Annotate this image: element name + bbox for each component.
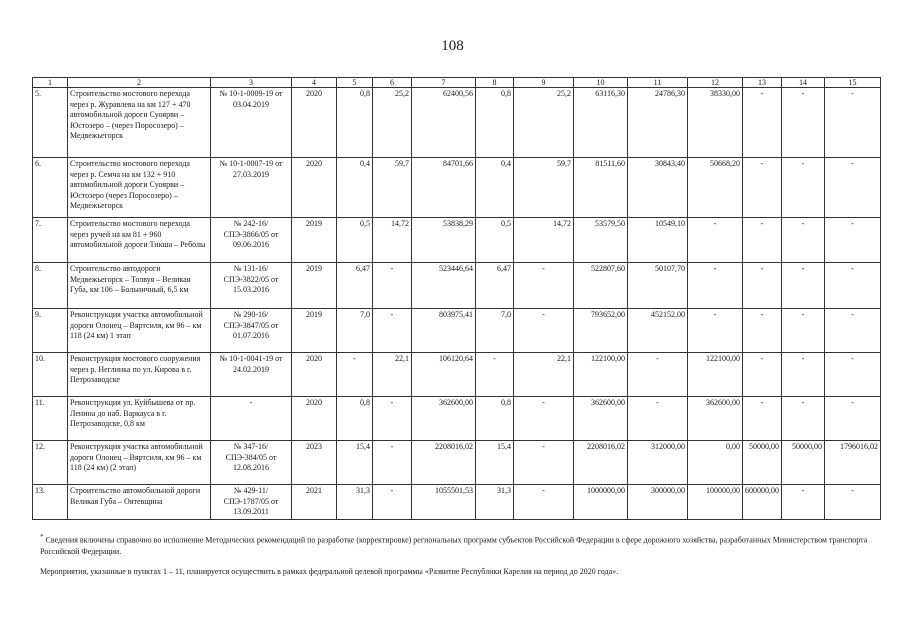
header-cell: 15 [825,78,881,88]
header-cell: 9 [514,78,574,88]
value-cell: - [825,309,881,353]
project-name: Реконструкция участка автомобильной дороги Олонец – Вяртсиля, км 96 – км 118 (24 км) (2 этап) [68,441,211,485]
completion-year: 2021 [292,485,337,520]
value-cell: - [514,309,574,353]
value-cell: 2208016,02 [412,441,476,485]
header-cell: 6 [373,78,412,88]
value-cell: 31,3 [476,485,514,520]
value-cell: 50000,00 [782,441,825,485]
footnote-text: Сведения включены справочно во исполнение Методических рекомендаций по разработке (корректировке) региональных программ субъектов Российской Федерации в сфере дорожного хозяйства, разработанных Министерством транспорта Российской Федерации. [40,535,868,556]
expertise-reference: № 10-1-0009-19 от 03.04.2019 [211,88,292,158]
value-cell: 53838,29 [412,218,476,263]
value-cell: 6,47 [337,263,373,309]
table-row [33,441,881,485]
value-cell: 31,3 [337,485,373,520]
header-cell: 7 [412,78,476,88]
row-number: 8. [33,263,68,309]
completion-year: 2020 [292,353,337,397]
table-row [33,353,881,397]
value-cell: - [373,441,412,485]
value-cell: 1055501,53 [412,485,476,520]
value-cell: 10549,10 [628,218,688,263]
value-cell: - [825,397,881,441]
value-cell: 30843,40 [628,158,688,218]
table-row [33,485,881,520]
value-cell: 300000,00 [628,485,688,520]
header-cell: 13 [743,78,782,88]
value-cell: 312000,00 [628,441,688,485]
table-row [33,158,881,218]
value-cell: 600000,00 [743,485,782,520]
value-cell: - [337,353,373,397]
project-name: Строительство мостового перехода через ручей на км 81 + 960 автомобильной дороги Тикша – Реболы [68,218,211,263]
value-cell: - [743,397,782,441]
value-cell: - [628,353,688,397]
header-row [33,78,881,88]
value-cell: - [688,218,743,263]
value-cell: - [743,353,782,397]
value-cell: 22,1 [373,353,412,397]
value-cell: - [743,309,782,353]
project-name: Строительство автодороги Медвежьегорск – Толвуя – Великая Губа, км 106 – Больничный, 6,5 км [68,263,211,309]
value-cell: 0,4 [476,158,514,218]
row-number: 13. [33,485,68,520]
value-cell: - [782,263,825,309]
row-number: 12. [33,441,68,485]
value-cell: 0,5 [476,218,514,263]
completion-year: 2019 [292,218,337,263]
value-cell: 38330,00 [688,88,743,158]
row-number: 7. [33,218,68,263]
value-cell: 22,1 [514,353,574,397]
value-cell: 15,4 [476,441,514,485]
row-number: 9. [33,309,68,353]
value-cell: 362600,00 [688,397,743,441]
value-cell: - [514,263,574,309]
value-cell: - [782,309,825,353]
value-cell: - [782,397,825,441]
value-cell: 523446,64 [412,263,476,309]
value-cell: 122100,00 [688,353,743,397]
value-cell: - [782,353,825,397]
value-cell: - [782,158,825,218]
value-cell: - [825,485,881,520]
value-cell: 362600,00 [412,397,476,441]
value-cell: 522807,60 [574,263,628,309]
header-cell: 4 [292,78,337,88]
value-cell: 81511,60 [574,158,628,218]
completion-year: 2019 [292,309,337,353]
value-cell: - [373,263,412,309]
value-cell: 25,2 [373,88,412,158]
value-cell: 7,0 [337,309,373,353]
row-number: 10. [33,353,68,397]
row-number: 11. [33,397,68,441]
value-cell: 0,4 [337,158,373,218]
value-cell: - [782,88,825,158]
project-name: Реконструкция ул. Куйбышева от пр. Ленина до наб. Варкауса в г. Петрозаводске, 0,8 км [68,397,211,441]
value-cell: - [514,485,574,520]
value-cell: 14,72 [514,218,574,263]
value-cell: - [825,88,881,158]
value-cell: 0,8 [337,88,373,158]
expertise-reference: № 10-1-0041-19 от 24.02.2019 [211,353,292,397]
value-cell: - [743,263,782,309]
value-cell: 100000,00 [688,485,743,520]
value-cell: 63116,30 [574,88,628,158]
table-row [33,397,881,441]
value-cell: - [825,218,881,263]
value-cell: 0,8 [337,397,373,441]
header-cell: 8 [476,78,514,88]
value-cell: - [514,441,574,485]
value-cell: - [825,263,881,309]
row-number: 5. [33,88,68,158]
value-cell: 14,72 [373,218,412,263]
value-cell: 1796016,02 [825,441,881,485]
footnote-mark: * [40,533,44,541]
value-cell: 50107,70 [628,263,688,309]
value-cell: 25,2 [514,88,574,158]
header-cell: 5 [337,78,373,88]
value-cell: - [782,218,825,263]
value-cell: - [688,309,743,353]
value-cell: - [688,263,743,309]
project-name: Реконструкция участка автомобильной дороги Олонец – Вяртсиля, км 96 – км 118 (24 км) 1 этап [68,309,211,353]
expertise-reference: - [211,397,292,441]
project-name: Строительство мостового перехода через р. Семча на км 132 + 910 автомобильной дороги Суоярви – Юстозеро (через Поросозеро) – Медвежьегорск [68,158,211,218]
header-cell: 3 [211,78,292,88]
value-cell: - [628,397,688,441]
value-cell: 53579,50 [574,218,628,263]
value-cell: - [825,158,881,218]
note: Мероприятия, указанные в пунктах 1 – 11, планируется осуществить в рамках федеральной целевой программы «Развитие Республики Карелия на период до 2020 года». [40,567,619,576]
footnote [40,532,870,557]
value-cell: 0,8 [476,397,514,441]
value-cell: 7,0 [476,309,514,353]
project-name: Строительство автомобильной дороги Великая Губа – Оятевщина [68,485,211,520]
value-cell: 59,7 [514,158,574,218]
projects-table [32,77,881,520]
value-cell: 0,8 [476,88,514,158]
value-cell: 50668,20 [688,158,743,218]
value-cell: - [743,88,782,158]
value-cell: - [782,485,825,520]
value-cell: - [743,218,782,263]
value-cell: 24786,30 [628,88,688,158]
value-cell: 0,00 [688,441,743,485]
table-row [33,309,881,353]
completion-year: 2019 [292,263,337,309]
value-cell: 84701,66 [412,158,476,218]
value-cell: - [743,158,782,218]
expertise-reference: № 10-1-0007-19 от 27.03.2019 [211,158,292,218]
value-cell: 793652,00 [574,309,628,353]
value-cell: 15,4 [337,441,373,485]
expertise-reference: № 131-16/ СПЭ-3822/05 от 15.03.2016 [211,263,292,309]
header-cell: 1 [33,78,68,88]
expertise-reference: № 290-16/ СПЭ-3847/05 от 01.07.2016 [211,309,292,353]
value-cell: 452152,00 [628,309,688,353]
table-row [33,263,881,309]
expertise-reference: № 347-16/ СПЭ-384/05 от 12.08.2016 [211,441,292,485]
completion-year: 2020 [292,397,337,441]
expertise-reference: № 242-16/ СПЭ-3866/05 от 09.06.2016 [211,218,292,263]
completion-year: 2023 [292,441,337,485]
table-row [33,88,881,158]
header-cell: 14 [782,78,825,88]
value-cell: - [514,397,574,441]
value-cell: 59,7 [373,158,412,218]
value-cell: - [373,397,412,441]
value-cell: 2208016,02 [574,441,628,485]
header-cell: 10 [574,78,628,88]
completion-year: 2020 [292,88,337,158]
expertise-reference: № 429-11/ СПЭ-1787/05 от 13.09.2011 [211,485,292,520]
project-name: Строительство мостового перехода через р. Журавлева на км 127 + 470 автомобильной дороги Суоярви – Юстозеро – (через Поросозеро) – Медвежьегорск [68,88,211,158]
header-cell: 12 [688,78,743,88]
completion-year: 2020 [292,158,337,218]
value-cell: - [373,485,412,520]
value-cell: - [825,353,881,397]
value-cell: - [476,353,514,397]
page-number: 108 [441,38,464,54]
value-cell: 6,47 [476,263,514,309]
value-cell: 122100,00 [574,353,628,397]
value-cell: 1000000,00 [574,485,628,520]
table-row [33,218,881,263]
project-name: Реконструкция мостового сооружения через р. Неглинка по ул. Кирова в г. Петрозаводске [68,353,211,397]
header-cell: 2 [68,78,211,88]
value-cell: 50000,00 [743,441,782,485]
value-cell: 362600,00 [574,397,628,441]
value-cell: 106120,64 [412,353,476,397]
row-number: 6. [33,158,68,218]
value-cell: 62400,56 [412,88,476,158]
value-cell: 803975,41 [412,309,476,353]
value-cell: - [373,309,412,353]
header-cell: 11 [628,78,688,88]
value-cell: 0,5 [337,218,373,263]
